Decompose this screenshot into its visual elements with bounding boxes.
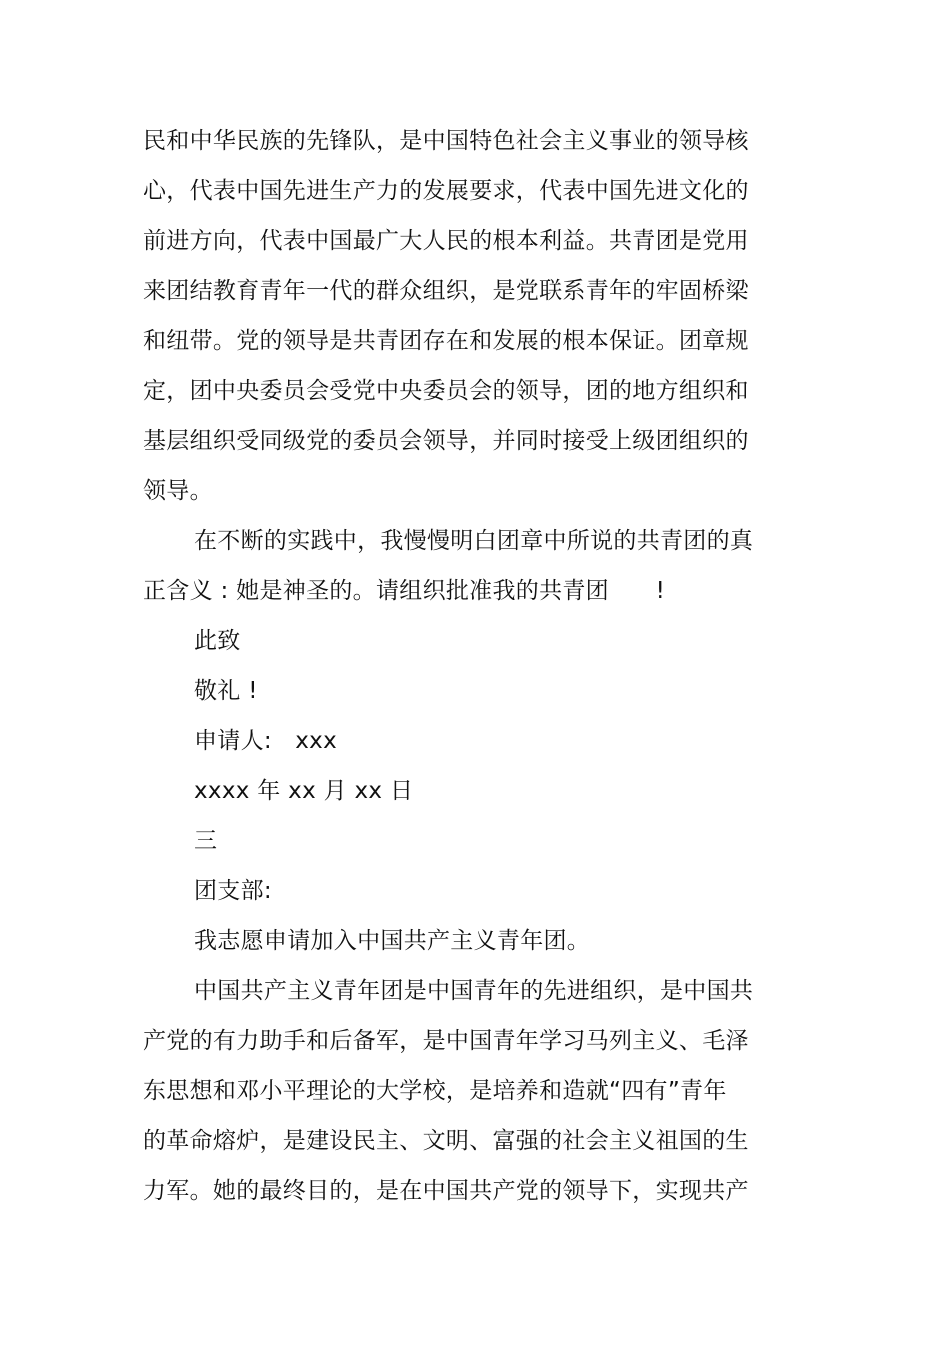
paragraph-line: 定，团中央委员会受党中央委员会的领导，团的地方组织和 (143, 378, 749, 404)
addressee-line: 团支部: (194, 878, 272, 904)
section-number: 三 (194, 828, 218, 854)
paragraph-line: 我志愿申请加入中国共产主义青年团。 (194, 928, 591, 954)
paragraph-line: 和纽带。党的领导是共青团存在和发展的根本保证。团章规 (143, 328, 749, 354)
paragraph-line: 力军。她的最终目的，是在中国共产党的领导下，实现共产 (143, 1178, 749, 1204)
date-line: xxxx 年 xx 月 xx 日 (194, 778, 414, 804)
paragraph-line: 领导。 (143, 478, 213, 504)
applicant-line: 申请人: xxx (194, 728, 337, 754)
paragraph-line: 民和中华民族的先锋队，是中国特色社会主义事业的领导核 (143, 128, 749, 154)
paragraph-line: 中国共产主义青年团是中国青年的先进组织，是中国共 (194, 978, 754, 1004)
paragraph-line: 基层组织受同级党的委员会领导，并同时接受上级团组织的 (143, 428, 749, 454)
closing-salutation: 此致 (194, 628, 241, 654)
paragraph-line: 来团结教育青年一代的群众组织，是党联系青年的牢固桥梁 (143, 278, 749, 304)
closing-regards: 敬礼 ! (194, 678, 258, 704)
paragraph-line: 东思想和邓小平理论的大学校，是培养和造就“四有”青年 (143, 1078, 727, 1104)
paragraph-line: 的革命熔炉，是建设民主、文明、富强的社会主义祖国的生 (143, 1128, 749, 1154)
paragraph-line: 在不断的实践中，我慢慢明白团章中所说的共青团的真 (194, 528, 754, 554)
paragraph-line: 产党的有力助手和后备军，是中国青年学习马列主义、毛泽 (143, 1028, 749, 1054)
paragraph-line: 心，代表中国先进生产力的发展要求，代表中国先进文化的 (143, 178, 749, 204)
paragraph-line: 正含义 : 她是神圣的。请组织批准我的共青团 ! (143, 578, 666, 604)
paragraph-line: 前进方向，代表中国最广大人民的根本利益。共青团是党用 (143, 228, 749, 254)
